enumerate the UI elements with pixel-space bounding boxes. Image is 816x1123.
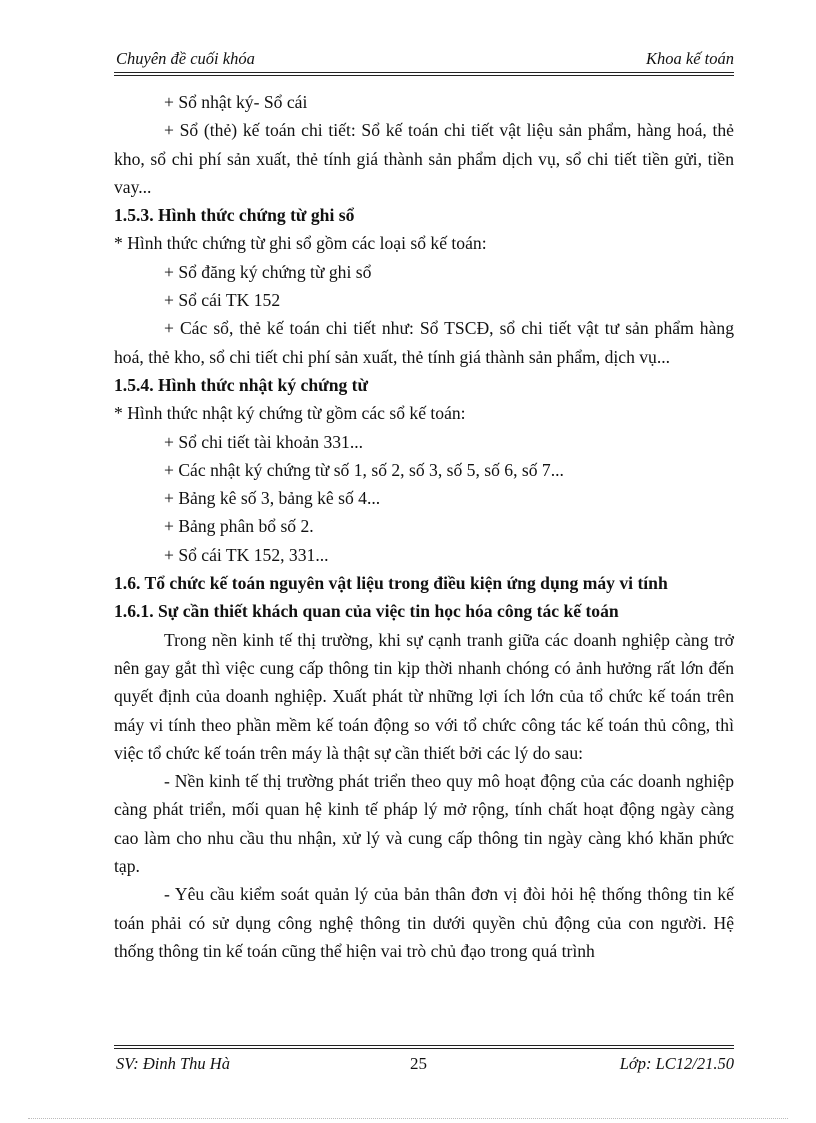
page-edge xyxy=(28,1118,788,1119)
section-heading: 1.5.4. Hình thức nhật ký chứng từ xyxy=(114,374,369,395)
paragraph: + Sổ chi tiết tài khoản 331... xyxy=(164,431,364,452)
paragraph: + Bảng phân bổ số 2. xyxy=(164,516,314,537)
paragraph: + Các sổ, thẻ kế toán chi tiết như: Sổ TSCĐ, sổ chi tiết vật tư sản phẩm hàng hoá, thẻ kho, sổ chi tiết chi phí sản xuất, thẻ tính giá thành sản phẩm, dịch vụ... xyxy=(114,318,734,367)
page-header xyxy=(114,46,734,68)
paragraph: Trong nền kinh tế thị trường, khi sự cạnh tranh giữa các doanh nghiệp càng trở nên gay gắt thì việc cung cấp thông tin kịp thời nhanh chóng có ảnh hưởng rất lớn đến quyết định của doanh nghiệp. Xuất phát từ những lợi ích lớn của tổ chức kế toán trên máy vi tính theo phần mềm kế toán động so với tổ chức công tác kế toán thủ công, thì việc tổ chức kế toán trên máy là thật sự cần thiết bởi các lý do sau: xyxy=(114,629,734,763)
paragraph: + Sổ cái TK 152 xyxy=(164,290,281,311)
paragraph: - Nền kinh tế thị trường phát triển theo quy mô hoạt động của các doanh nghiệp càng phát triển, mối quan hệ kinh tế pháp lý mở rộng, tính chất hoạt động ngày càng cao làm cho nhu cầu thu nhận, xử lý và cung cấp thông tin ngày càng khó khăn phức tạp. xyxy=(114,771,734,877)
paragraph: + Sổ nhật ký- Sổ cái xyxy=(164,92,308,112)
section-heading: 1.6.1. Sự cần thiết khách quan của việc tin học hóa công tác kế toán xyxy=(114,601,619,622)
section-heading: 1.6. Tổ chức kế toán nguyên vật liệu trong điều kiện ứng dụng máy vi tính xyxy=(114,573,668,594)
header-rule xyxy=(114,72,734,76)
page-body xyxy=(114,88,734,965)
footer-class: Lớp: LC12/21.50 xyxy=(619,1054,734,1073)
paragraph: + Sổ cái TK 152, 331... xyxy=(164,544,329,565)
section-heading: 1.5.3. Hình thức chứng từ ghi sổ xyxy=(114,205,355,226)
paragraph: - Yêu cầu kiểm soát quản lý của bản thân đơn vị đòi hỏi hệ thống thông tin kế toán phải có sử dụng công nghệ thông tin dưới quyền chủ động của con người. Hệ thống thông tin kế toán cũng thể hiện vai trò chủ đạo trong quá trình xyxy=(114,884,734,961)
header-right: Khoa kế toán xyxy=(646,49,734,68)
footer-rule xyxy=(114,1045,734,1049)
page-footer xyxy=(114,1052,734,1076)
footer-student: SV: Đinh Thu Hà xyxy=(116,1054,230,1073)
paragraph: * Hình thức chứng từ ghi sổ gồm các loại sổ kế toán: xyxy=(114,233,487,254)
header-left: Chuyên đề cuối khóa xyxy=(116,49,255,68)
paragraph: * Hình thức nhật ký chứng từ gồm các sổ kế toán: xyxy=(114,403,466,424)
paragraph: + Sổ đăng ký chứng từ ghi sổ xyxy=(164,261,372,282)
page-number: 25 xyxy=(410,1054,427,1073)
paragraph: + Bảng kê số 3, bảng kê số 4... xyxy=(164,488,381,509)
paragraph: + Sổ (thẻ) kế toán chi tiết: Sổ kế toán chi tiết vật liệu sản phẩm, hàng hoá, thẻ kho, sổ chi phí sản xuất, thẻ tính giá thành sản phẩm dịch vụ, sổ chi tiết tiền gửi, tiền vay... xyxy=(114,120,734,197)
paragraph: + Các nhật ký chứng từ số 1, số 2, số 3, số 5, số 6, số 7... xyxy=(164,459,564,480)
